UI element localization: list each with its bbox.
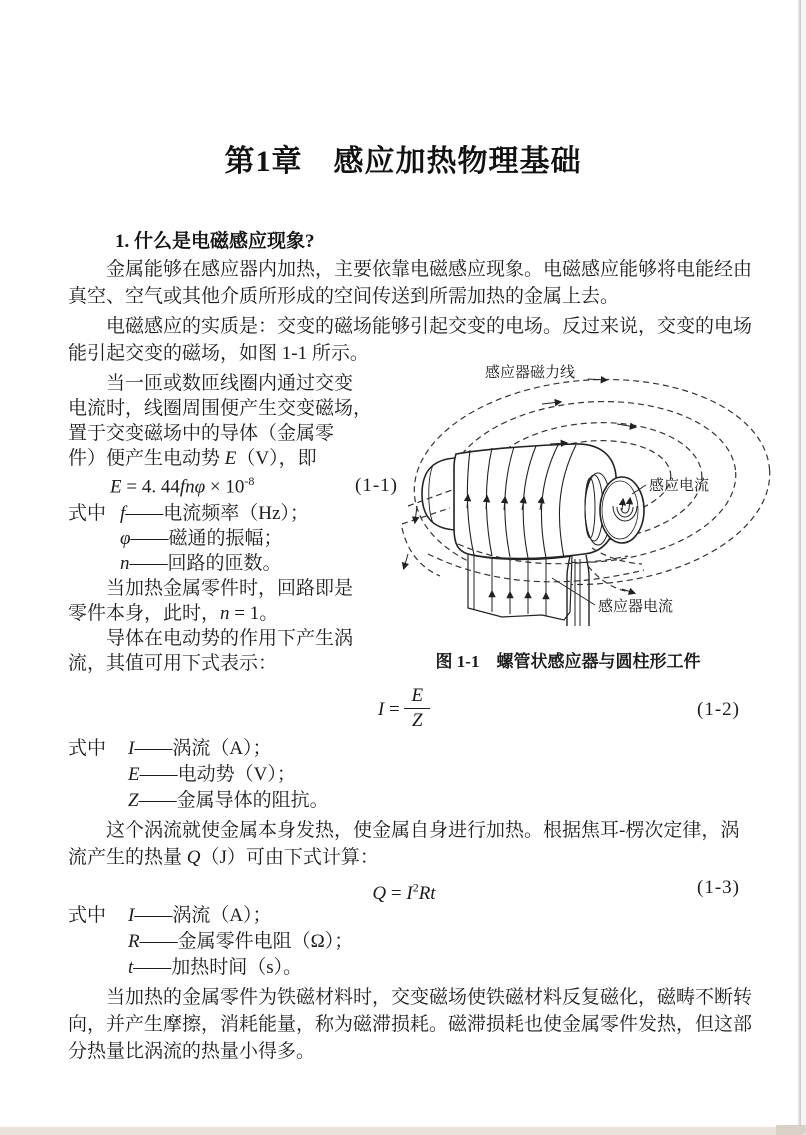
text-line: 电流时，线圈周围便产生交变磁场， <box>68 398 373 419</box>
workpiece-left-end <box>422 458 456 530</box>
equation-number: (1-3) <box>697 877 740 898</box>
two-column-section <box>68 365 740 676</box>
left-text-column <box>68 371 398 676</box>
page-scan-edge-right-area <box>801 0 806 1135</box>
text-line: 电磁感应的实质是：交变的磁场能够引起交变的电场。反过来说，交变的电场 <box>106 316 753 337</box>
text-line: 能引起交变的磁场，如图 1-1 所示。 <box>68 343 369 364</box>
equation-number: (1-2) <box>697 699 740 720</box>
where-line: 式中 I——涡流（A）； <box>68 905 272 926</box>
text-line: 金属能够在感应器内加热，主要依靠电磁感应现象。电磁感应能够将电能经由 <box>106 259 753 280</box>
formula-1-3-expression: $Q = I^2Rt$ <box>372 881 436 905</box>
formula-1-1-expression: E = 4. $44fn\varphi \times 10^{-8}$ <box>110 473 255 498</box>
text-line: 向，并产生摩擦，消耗能量，称为磁滞损耗。磁滞损耗也使金属零件发热，但这部 <box>68 1014 753 1035</box>
equation-number: (1-1) <box>355 475 398 496</box>
text-line: 置于交变磁场中的导体（金属零 <box>68 423 335 444</box>
paragraph-joule <box>68 817 740 871</box>
figure-caption: 图 1-1 螺管状感应器与圆柱形工件 <box>435 652 701 671</box>
text-line: 流，其值可用下式表示： <box>68 653 278 674</box>
page-scan-edge-bottom <box>0 1127 806 1135</box>
text-line: 这个涡流就使金属本身发热，使金属自身进行加热。根据焦耳-楞次定律，涡 <box>106 820 740 841</box>
where-line: E——电动势（V）； <box>128 764 296 785</box>
page-scan-edge-right <box>798 0 801 1130</box>
paragraph-hysteresis <box>68 984 753 1065</box>
text-line: 导体在电动势的作用下产生涡 <box>106 628 354 649</box>
where-line: 式中 I——涡流（A）； <box>68 738 272 759</box>
page-scan-corner <box>776 1125 806 1135</box>
label-inductor-current: 感应器电流 <box>598 599 674 615</box>
text-line: 件）便产生电动势 E（V），即 <box>68 448 317 469</box>
where-line: n——回路的匝数。 <box>120 553 282 574</box>
where-line: Z——金属导体的阻抗。 <box>128 790 329 811</box>
text-line: 真空、空气或其他介质所形成的空间传送到所需加热的金属上去。 <box>68 286 620 307</box>
figure-block <box>398 365 740 676</box>
figure-illustration <box>392 358 776 644</box>
formula-1-2 <box>68 684 740 736</box>
label-field-lines: 感应器磁力线 <box>485 365 576 381</box>
inductor-coil <box>422 444 617 559</box>
text-line: 当一匝或数匝线圈内通过交变 <box>106 373 354 394</box>
where-line: t——加热时间（s）。 <box>128 957 303 978</box>
text-line: 零件本身，此时，n = 1。 <box>68 603 279 624</box>
label-induced-current: 感应电流 <box>649 478 710 494</box>
where-line: R——金属零件电阻（Ω）； <box>128 931 354 952</box>
where-line: 式中 f——电流频率（Hz）； <box>68 503 309 524</box>
text-line: 分热量比涡流的热量小得多。 <box>68 1041 316 1062</box>
text-line: 当加热金属零件时，回路即是 <box>106 578 354 599</box>
where-line: φ——磁通的振幅； <box>120 528 283 549</box>
paragraph-intro <box>68 256 753 310</box>
formula-1-3 <box>68 873 740 903</box>
text-line: 流产生的热量 Q（J）可由下式计算： <box>68 847 379 868</box>
formula-1-2-expression: I = $\frac{E}{Z}$ <box>378 699 430 720</box>
section-heading: 1. 什么是电磁感应现象? <box>115 231 315 252</box>
formula-1-1 <box>68 471 398 501</box>
text-line: 当加热的金属零件为铁磁材料时，交变磁场使铁磁材料反复磁化，磁畴不断转 <box>106 987 753 1008</box>
chapter-title: 第1章 感应加热物理基础 <box>224 145 582 178</box>
